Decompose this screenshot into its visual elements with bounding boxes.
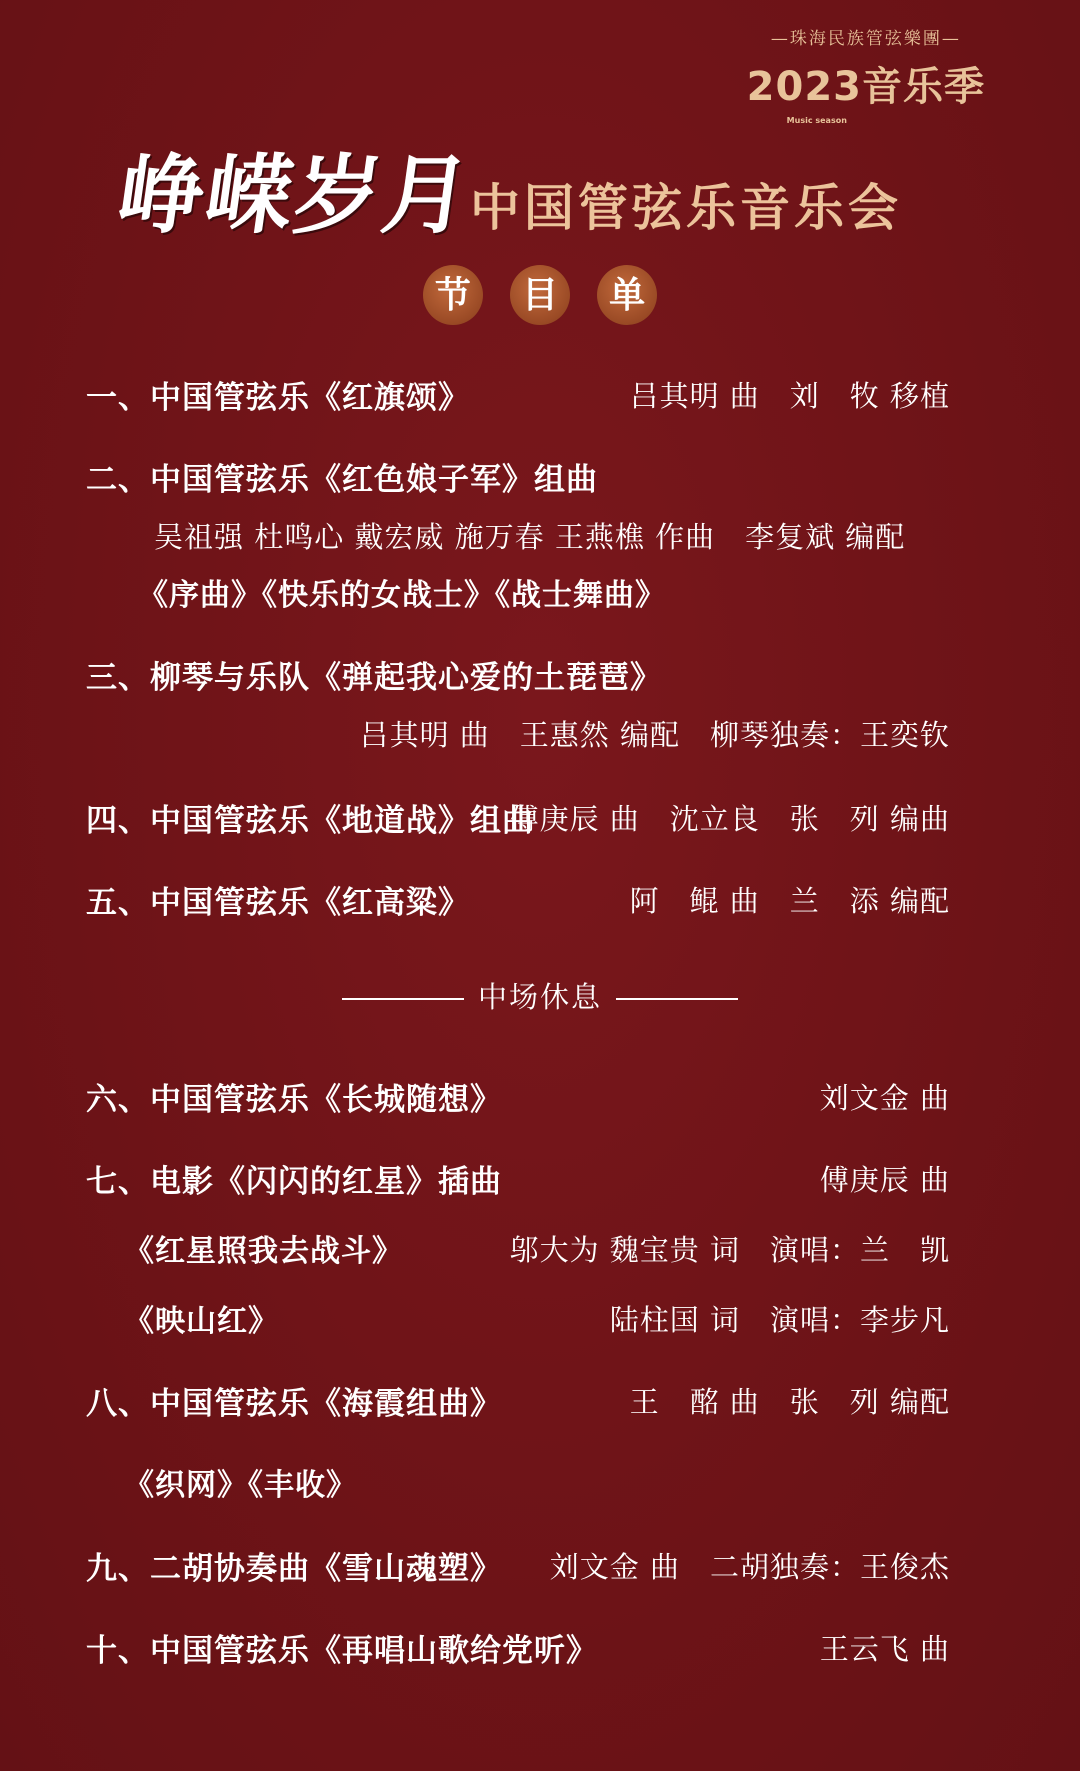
song-credit: 陆柱国 词 演唱：李步凡 [609, 1303, 950, 1337]
song-credit: 邬大为 魏宝贵 词 演唱：兰 凯 [509, 1233, 950, 1267]
item-title: 六、中国管弦乐《长城随想》 [86, 1082, 502, 1118]
item-title: 三、柳琴与乐队《弹起我心爱的土琵琶》 [86, 660, 662, 696]
concert-title: 峥嵘岁月 [111, 145, 479, 246]
program-heading [0, 265, 1080, 325]
heading-char-3: 单 [597, 265, 657, 325]
item-credit: 傅庚辰 曲 [819, 1163, 950, 1197]
program-item-2 [0, 454, 1080, 498]
item-credit: 刘文金 曲 二胡独奏：王俊杰 [549, 1550, 950, 1584]
item-8-movements: 《织网》《丰收》 [124, 1468, 357, 1503]
orchestra-name: —珠海民族管弦樂團— [770, 29, 961, 49]
season-badge [746, 24, 985, 125]
program-item-3 [0, 652, 1080, 696]
divider-left [342, 998, 464, 1000]
heading-char-1: 节 [423, 265, 483, 325]
song-title: 《映山红》 [124, 1304, 279, 1339]
item-title: 八、中国管弦乐《海霞组曲》 [86, 1386, 502, 1422]
intermission [0, 975, 1080, 1016]
season-year: 2023音乐季 [746, 64, 985, 110]
heading-char-2: 目 [510, 265, 570, 325]
item-title: 五、中国管弦乐《红高粱》 [86, 885, 470, 921]
song-title: 《红星照我去战斗》 [124, 1234, 403, 1269]
song-1 [0, 1226, 1080, 1270]
program-item-7 [0, 1156, 1080, 1200]
item-title: 七、电影《闪闪的红星》插曲 [86, 1164, 502, 1200]
item-2-movements: 《序曲》《快乐的女战士》《战士舞曲》 [138, 578, 666, 613]
item-credit: 傅庚辰 曲 沈立良 张 列 编曲 [509, 802, 950, 836]
item-title: 九、二胡协奏曲《雪山魂塑》 [86, 1551, 502, 1587]
program-item-10 [0, 1625, 1080, 1669]
item-credit: 王 酩 曲 张 列 编配 [629, 1385, 950, 1419]
item-credit: 吕其明 曲 刘 牧 移植 [629, 379, 950, 413]
item-title: 一、中国管弦乐《红旗颂》 [86, 380, 470, 416]
item-credit: 阿 鲲 曲 兰 添 编配 [629, 884, 950, 918]
program-item-9 [0, 1543, 1080, 1587]
item-title: 四、中国管弦乐《地道战》组曲 [86, 803, 534, 839]
season-subtitle: Music season [786, 116, 847, 125]
program-item-1 [0, 372, 1080, 416]
item-title: 二、中国管弦乐《红色娘子军》组曲 [86, 462, 598, 498]
item-title: 十、中国管弦乐《再唱山歌给党听》 [86, 1633, 598, 1669]
program-item-4 [0, 795, 1080, 839]
program-item-6 [0, 1074, 1080, 1118]
divider-right [616, 998, 738, 1000]
song-2 [0, 1296, 1080, 1340]
item-credit: 刘文金 曲 [819, 1081, 950, 1115]
concert-subtitle: 中国管弦乐音乐会 [470, 178, 902, 237]
item-3-credit: 吕其明 曲 王惠然 编配 柳琴独奏：王奕钦 [359, 718, 950, 752]
program-item-8 [0, 1378, 1080, 1422]
intermission-label: 中场休息 [477, 980, 602, 1014]
program-item-5 [0, 877, 1080, 921]
item-credit: 王云飞 曲 [819, 1632, 950, 1666]
item-2-credit: 吴祖强 杜鸣心 戴宏威 施万春 王燕樵 作曲 李复斌 编配 [154, 520, 906, 554]
